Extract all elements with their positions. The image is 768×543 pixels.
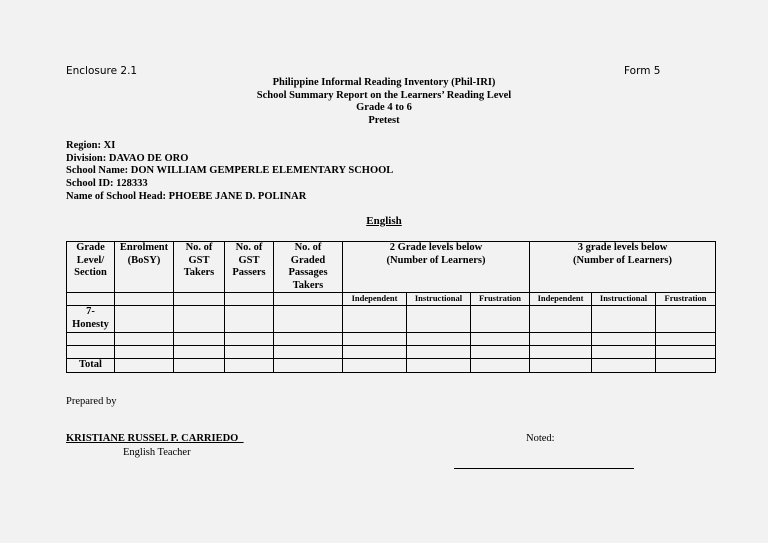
report-titles <box>0 77 768 128</box>
table-cell <box>407 306 471 333</box>
col-graded-line: Graded <box>290 254 326 266</box>
col-enrolment <box>115 242 174 293</box>
signer-name: KRISTIANE RUSSEL P. CARRIEDO <box>66 433 244 444</box>
table-cell <box>67 333 115 346</box>
section-cell <box>67 306 115 333</box>
table-cell <box>656 359 716 373</box>
table-cell <box>225 346 274 359</box>
signature-line <box>454 468 634 469</box>
table-cell <box>115 293 174 306</box>
section-line: 7- <box>86 306 95 317</box>
table-cell <box>274 293 343 306</box>
signer-role: English Teacher <box>123 447 191 458</box>
group-2-line: 2 Grade levels below <box>389 242 483 253</box>
division: Division: DAVAO DE ORO <box>66 152 189 164</box>
table-cell <box>225 306 274 333</box>
col-graded-passages <box>274 242 343 293</box>
table-cell <box>530 346 592 359</box>
table-cell <box>274 346 343 359</box>
table-cell <box>471 359 530 373</box>
group-3-line: (Number of Learners) <box>573 254 672 266</box>
title-line-3: Grade 4 to 6 <box>356 102 412 114</box>
col-gst-takers <box>174 242 225 293</box>
sub-instructional-2: Instructional <box>407 293 471 306</box>
col-graded-line: Passages <box>288 267 328 278</box>
group-3-line: 3 grade levels below <box>577 242 668 253</box>
col-gst-takers-line: Takers <box>183 267 215 278</box>
table-row <box>67 346 716 359</box>
table-cell <box>174 333 225 346</box>
col-gst-takers-line: No. of <box>185 242 213 253</box>
region: Region: XI <box>66 140 116 151</box>
table-cell <box>530 333 592 346</box>
table-cell <box>115 306 174 333</box>
table-row <box>67 306 716 333</box>
table-cell <box>115 333 174 346</box>
noted-label: Noted: <box>526 433 555 444</box>
total-label: Total <box>67 359 115 373</box>
group-3-levels-below <box>530 242 716 293</box>
group-2-line: (Number of Learners) <box>386 254 486 266</box>
col-gst-passers-line: GST <box>238 254 260 266</box>
col-graded-line: No. of <box>294 242 322 253</box>
table-cell <box>174 293 225 306</box>
table-cell <box>530 306 592 333</box>
table-cell <box>174 306 225 333</box>
table-cell <box>274 333 343 346</box>
table-cell <box>407 346 471 359</box>
school-id: School ID: 128333 <box>66 178 148 190</box>
col-gst-passers-line: Passers <box>232 267 266 278</box>
table-cell <box>343 346 407 359</box>
table-cell <box>225 333 274 346</box>
table-cell <box>656 306 716 333</box>
table-cell <box>407 359 471 373</box>
sub-frustration-3: Frustration <box>656 293 716 306</box>
table-cell <box>174 346 225 359</box>
table-cell <box>656 333 716 346</box>
col-grade-line: Grade <box>76 242 105 253</box>
table-cell <box>115 346 174 359</box>
total-row <box>67 359 716 373</box>
table-cell <box>174 359 225 373</box>
table-cell <box>225 359 274 373</box>
table-cell <box>407 333 471 346</box>
col-gst-passers <box>225 242 274 293</box>
sub-independent-3: Independent <box>530 293 592 306</box>
table-cell <box>592 346 656 359</box>
school-info <box>66 140 393 204</box>
prepared-by-label: Prepared by <box>66 396 117 407</box>
col-enrolment-line: Enrolment <box>119 242 169 253</box>
col-graded-line: Takers <box>292 279 324 291</box>
table-cell <box>471 306 530 333</box>
summary-table <box>66 241 716 373</box>
header-row <box>67 242 716 293</box>
subject-heading: English <box>366 215 402 227</box>
title-line-4: Pretest <box>368 115 400 127</box>
table-cell <box>471 333 530 346</box>
school-name: School Name: DON WILLIAM GEMPERLE ELEMENTARY SCHOOL <box>66 165 394 177</box>
table-cell <box>343 359 407 373</box>
table-cell <box>67 293 115 306</box>
table-cell <box>343 306 407 333</box>
school-head: Name of School Head: PHOEBE JANE D. POLINAR <box>66 190 307 202</box>
group-2-levels-below <box>343 242 530 293</box>
sub-independent-2: Independent <box>343 293 407 306</box>
table-cell <box>67 346 115 359</box>
table-cell <box>656 346 716 359</box>
table-cell <box>592 306 656 333</box>
table-cell <box>343 333 407 346</box>
table-cell <box>592 333 656 346</box>
table-cell <box>225 293 274 306</box>
col-gst-passers-line: No. of <box>235 242 263 253</box>
table-cell <box>274 359 343 373</box>
col-grade-line: Section <box>74 267 107 278</box>
table-cell <box>530 359 592 373</box>
subheader-row <box>67 293 716 306</box>
title-line-2: School Summary Report on the Learners’ Reading Level <box>256 89 512 101</box>
col-enrolment-line: (BoSY) <box>127 254 161 266</box>
form-number: Form 5 <box>624 65 661 77</box>
table-cell <box>592 359 656 373</box>
table-cell <box>274 306 343 333</box>
col-gst-takers-line: GST <box>188 254 210 266</box>
table-row <box>67 333 716 346</box>
col-grade-level <box>67 242 115 293</box>
sub-instructional-3: Instructional <box>592 293 656 306</box>
section-line: Honesty <box>72 318 109 330</box>
table-cell <box>471 346 530 359</box>
title-line-1: Philippine Informal Reading Inventory (Phil-IRI) <box>272 77 496 88</box>
table-cell <box>115 359 174 373</box>
enclosure-label: Enclosure 2.1 <box>66 65 138 77</box>
sub-frustration-2: Frustration <box>471 293 530 306</box>
col-grade-line: Level/ <box>76 254 105 266</box>
